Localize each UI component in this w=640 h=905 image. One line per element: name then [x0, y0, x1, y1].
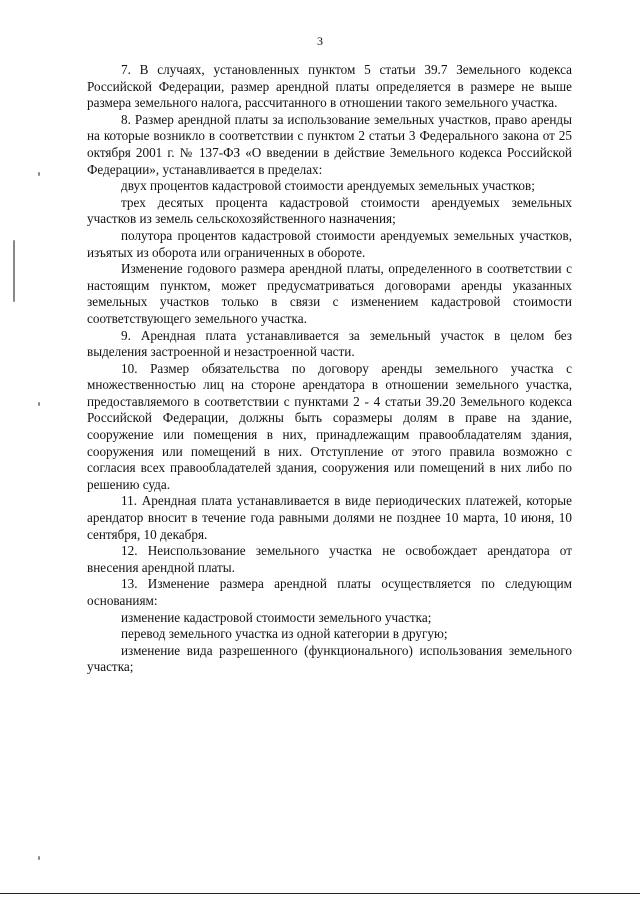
paragraph-8-item-3: полутора процентов кадастровой стоимости арендуемых земельных участков, изъятых из оборота или ограниченных в обороте. — [87, 227, 572, 260]
paragraph-11: 11. Арендная плата устанавливается в виде периодических платежей, которые арендатор вносит в течение года равными долями не позднее 10 марта, 10 июня, 10 сентября, 10 декабря. — [87, 493, 572, 542]
paragraph-13-item-3: изменение вида разрешенного (функционального) использования земельного участка; — [87, 642, 572, 675]
paragraph-10: 10. Размер обязательства по договору аренды земельного участка с множественностью лиц на стороне арендатора в отношении земельного участка, предоставляемого в соответствии с пунктами 2 - 4 статьи 39.20 Земельного кодекса Российской Федерации, должны быть соразмеры долям в праве на здание, сооружение или помещения в них, принадлежащим правообладателям здания, сооружения или помещений в них. Отступление от этого правила возможно с согласия всех правообладателей здания, сооружения или помещений в них либо по решению суда. — [87, 360, 572, 492]
page-number: 3 — [317, 34, 323, 48]
page-bottom-edge — [0, 893, 640, 894]
paragraph-7: 7. В случаях, установленных пунктом 5 статьи 39.7 Земельного кодекса Российской Федерации, размер арендной платы определяется в размере не выше размера земельного налога, рассчитанного в отношении такого земельного участка. — [87, 62, 572, 111]
paragraph-8: 8. Размер арендной платы за использование земельных участков, право аренды на которые возникло в соответствии с пунктом 2 статьи 3 Федерального закона от 25 октября 2001 г. № 137-ФЗ «О введении в действие Земельного кодекса Российской Федерации», устанавливается в пределах: — [87, 111, 572, 177]
scan-artifact — [38, 402, 40, 406]
paragraph-13-item-1: изменение кадастровой стоимости земельного участка; — [121, 609, 432, 625]
document-body — [87, 62, 572, 676]
paragraph-13-item-2: перевод земельного участка из одной категории в другую; — [121, 626, 448, 642]
paragraph-9: 9. Арендная плата устанавливается за земельный участок в целом без выделения застроенной и незастроенной части. — [87, 327, 572, 360]
paragraph-8-item-1: двух процентов кадастровой стоимости арендуемых земельных участков; — [121, 178, 535, 194]
scan-artifact — [38, 856, 40, 860]
paragraph-12: 12. Неиспользование земельного участка не освобождает арендатора от внесения арендной платы. — [87, 543, 572, 575]
scan-artifact — [13, 240, 15, 302]
paragraph-13: 13. Изменение размера арендной платы осуществляется по следующим основаниям: — [87, 576, 572, 608]
paragraph-8-change: Изменение годового размера арендной платы, определенного в соответствии с настоящим пунктом, может предусматриваться договорами аренды указанных земельных участков только в связи с изменением кадастровой стоимости соответствующего земельного участка. — [87, 261, 572, 326]
scan-artifact — [38, 172, 40, 176]
paragraph-8-item-2: трех десятых процента кадастровой стоимости арендуемых земельных участков из земель сельскохозяйственного назначения; — [87, 194, 572, 227]
